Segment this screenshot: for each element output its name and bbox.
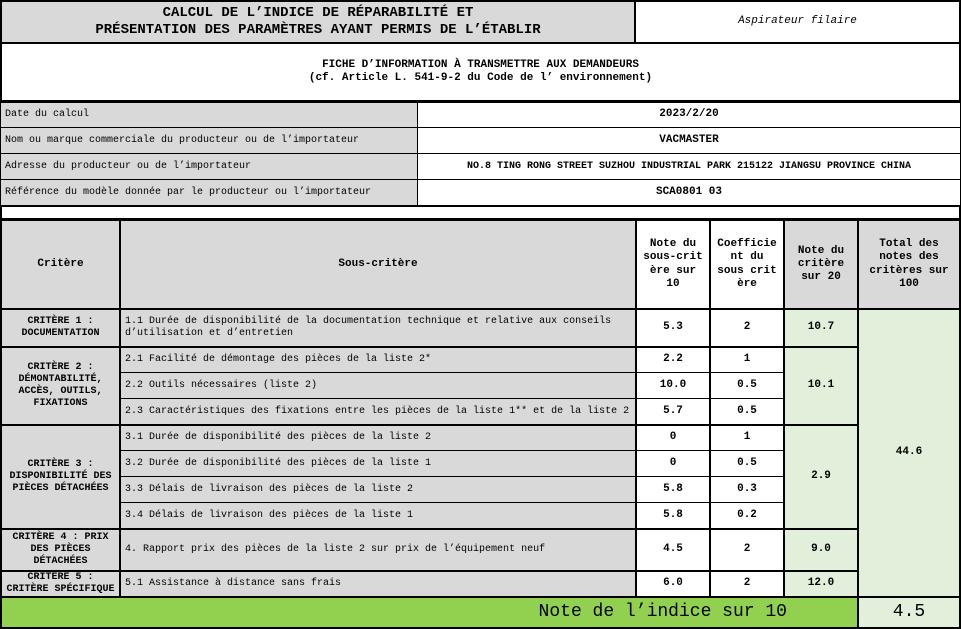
note-5-1: 6.0 — [635, 570, 711, 598]
coeff-3-2: 0.5 — [737, 456, 757, 469]
info-value-reference: SCA0801 03 — [417, 179, 961, 206]
sous-critere-2-2: 2.2 Outils nécessaires (liste 2) — [125, 379, 318, 391]
coeff-3-4: 0.2 — [737, 508, 757, 521]
subheader — [0, 42, 961, 102]
subheader-line2: (cf. Article L. 541-9-2 du Code de l’ environnement) — [308, 72, 653, 84]
note20-critere-5: 12.0 — [783, 570, 859, 598]
critere-5: CRITÈRE 5 : CRITÈRE SPÉCIFIQUE — [0, 570, 121, 598]
coeff-4: 2 — [709, 528, 785, 572]
note20-critere-2: 10.1 — [783, 346, 859, 426]
info-label-reference: Référence du modèle donnée par le producteur ou l’importateur — [0, 179, 418, 206]
note-3-2: 0 — [669, 456, 677, 469]
info-value-address: NO.8 TING RONG STREET SUZHOU INDUSTRIAL PARK 215122 JIANGSU PROVINCE CHINA — [417, 153, 961, 180]
coeff-2-2: 0.5 — [737, 378, 757, 391]
coeff-3-3: 0.3 — [737, 482, 757, 495]
header-coeff: Coefficie nt du sous crit ère — [709, 219, 785, 310]
note-2-3: 5.7 — [663, 404, 683, 417]
total-notes: 44.6 — [857, 308, 961, 598]
header-title-line2: PRÉSENTATION DES PARAMÈTRES AYANT PERMIS DE L’ÉTABLIR — [95, 22, 541, 38]
header-sous-critere: Sous-critère — [119, 219, 637, 310]
info-label-date: Date du calcul — [0, 102, 418, 128]
subheader-line1: FICHE D’INFORMATION À TRANSMETTRE AUX DEMANDEURS — [322, 58, 639, 71]
note20-critere-3: 2.9 — [783, 424, 859, 530]
coeff-5-1: 2 — [709, 570, 785, 598]
product-type: Aspirateur filaire — [634, 0, 961, 44]
sous-critere-4: 4. Rapport prix des pièces de la liste 2 sur prix de l’équipement neuf — [119, 528, 637, 572]
sous-critere-5-1: 5.1 Assistance à distance sans frais — [119, 570, 637, 598]
spacer-band — [0, 205, 961, 220]
note-2-2: 10.0 — [659, 378, 687, 391]
sous-critere-2-3: 2.3 Caractéristiques des fixations entre les pièces de la liste 1** et de la liste 2 — [125, 405, 630, 417]
note20-critere-4: 9.0 — [783, 528, 859, 572]
footer-score: 4.5 — [857, 596, 961, 629]
coeff-1-1: 2 — [709, 308, 785, 348]
header-note-sous: Note du sous-crit ère sur 10 — [635, 219, 711, 310]
critere-2: CRITÈRE 2 : DÉMONTABILITÉ, ACCÈS, OUTILS, FIXATIONS — [0, 346, 121, 426]
coeff-2-3: 0.5 — [737, 404, 757, 417]
critere-1: CRITÈRE 1 : DOCUMENTATION — [0, 308, 121, 348]
sous-critere-3-4: 3.4 Délais de livraison des pièces de la liste 1 — [125, 509, 414, 521]
sous-critere-3-3: 3.3 Délais de livraison des pièces de la liste 2 — [125, 483, 414, 495]
note-2-1: 2.2 — [663, 353, 683, 366]
critere-4: CRITÈRE 4 : PRIX DES PIÈCES DÉTACHÉES — [0, 528, 121, 572]
info-label-brand: Nom ou marque commerciale du producteur ou de l’importateur — [0, 127, 418, 154]
header-note-critere: Note du critère sur 20 — [783, 219, 859, 310]
note-3-4: 5.8 — [663, 508, 683, 521]
note-3-1: 0 — [669, 431, 677, 444]
note20-critere-1: 10.7 — [783, 308, 859, 348]
critere-3: CRITÈRE 3 : DISPONIBILITÉ DES PIÈCES DÉTACHÉES — [0, 424, 121, 530]
header-critere: Critère — [0, 219, 121, 310]
header-title-line1: CALCUL DE L’INDICE DE RÉPARABILITÉ ET — [162, 5, 474, 22]
info-value-date: 2023/2/20 — [417, 102, 961, 128]
note-3-3: 5.8 — [663, 482, 683, 495]
info-value-brand: VACMASTER — [417, 127, 961, 154]
sous-critere-3-1: 3.1 Durée de disponibilité des pièces de la liste 2 — [125, 432, 432, 443]
note-1-1: 5.3 — [635, 308, 711, 348]
sous-critere-3-2: 3.2 Durée de disponibilité des pièces de la liste 1 — [125, 457, 432, 469]
sous-critere-1-1: 1.1 Durée de disponibilité de la documentation technique et relative aux conseils d’utilisation et d’entretien — [119, 308, 637, 348]
footer-label: Note de l’indice sur 10 — [0, 596, 859, 629]
coeff-2-1: 1 — [743, 353, 751, 366]
info-label-address: Adresse du producteur ou de l’importateur — [0, 153, 418, 180]
header-total: Total des notes des critères sur 100 — [857, 219, 961, 310]
sous-critere-2-1: 2.1 Facilité de démontage des pièces de la liste 2* — [125, 354, 432, 365]
note-4: 4.5 — [635, 528, 711, 572]
header-title — [0, 0, 636, 44]
coeff-3-1: 1 — [743, 431, 751, 444]
